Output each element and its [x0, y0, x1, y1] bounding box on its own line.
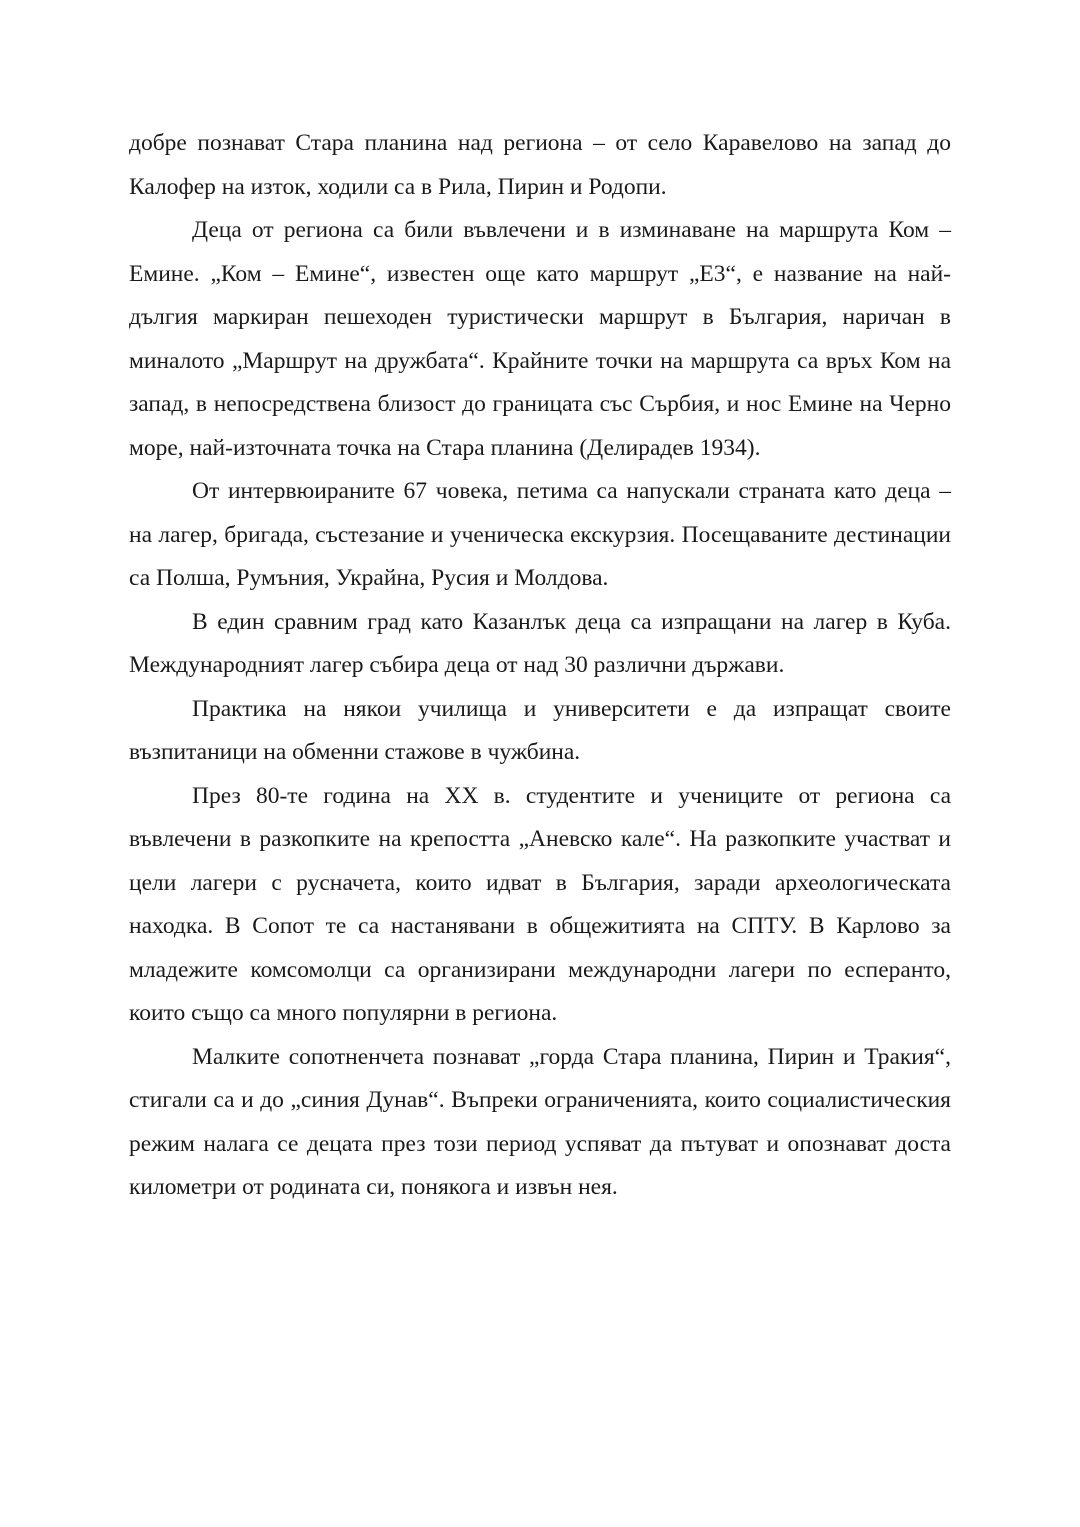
paragraph-excavations: През 80-те година на XX в. студентите и учениците от региона са въвлечени в разкопките на крепостта „Аневско кале“. На разкопките участват и цели лагери с русначета, които идват в България, заради археологическата находка. В Сопот те са настанявани в общежитията на СПТУ. В Карлово за младежите комсомолци са организирани международни лагери по есперанто, които също са много популярни в региона.	[129, 782, 951, 1026]
document-body	[129, 122, 951, 1210]
paragraph-conclusion: Малките сопотненчета познават „горда Стара планина, Пирин и Тракия“, стигали са и до „синия Дунав“. Въпреки ограниченията, които социалистическия режим налага се децата през този период успяват да пътуват и опознават доста километри от родината си, понякога и извън нея.	[129, 1043, 951, 1200]
paragraph-interviewed: От интервюираните 67 човека, петима са напускали страната като деца – на лагер, бригада, състезание и ученическа екскурзия. Посещаваните дестинации са Полша, Румъния, Украйна, Русия и Молдова.	[129, 478, 951, 591]
paragraph-continuation: добре познават Стара планина над региона – от село Каравелово на запад до Калофер на изток, ходили са в Рила, Пирин и Родопи.	[129, 130, 951, 200]
paragraph-kom-emine: Деца от региона са били въвлечени и в изминаване на маршрута Ком – Емине. „Ком – Емине“, известен още като маршрут „Е3“, е название на най-дългия маркиран пешеходен туристически маршрут в България, наричан в миналото „Маршрут на дружбата“. Крайните точки на маршрута са връх Ком на запад, в непосредствена близост до границата със Сърбия, и нос Емине на Черно море, най-източната точка на Стара планина (Делирадев 1934).	[129, 217, 951, 461]
paragraph-exchange-internships: Практика на някои училища и университети е да изпращат своите възпитаници на обменни стажове в чужбина.	[129, 695, 951, 765]
paragraph-kazanlak-cuba: В един сравним град като Казанлък деца са изпращани на лагер в Куба. Международният лагер събира деца от над 30 различни държави.	[129, 608, 951, 678]
